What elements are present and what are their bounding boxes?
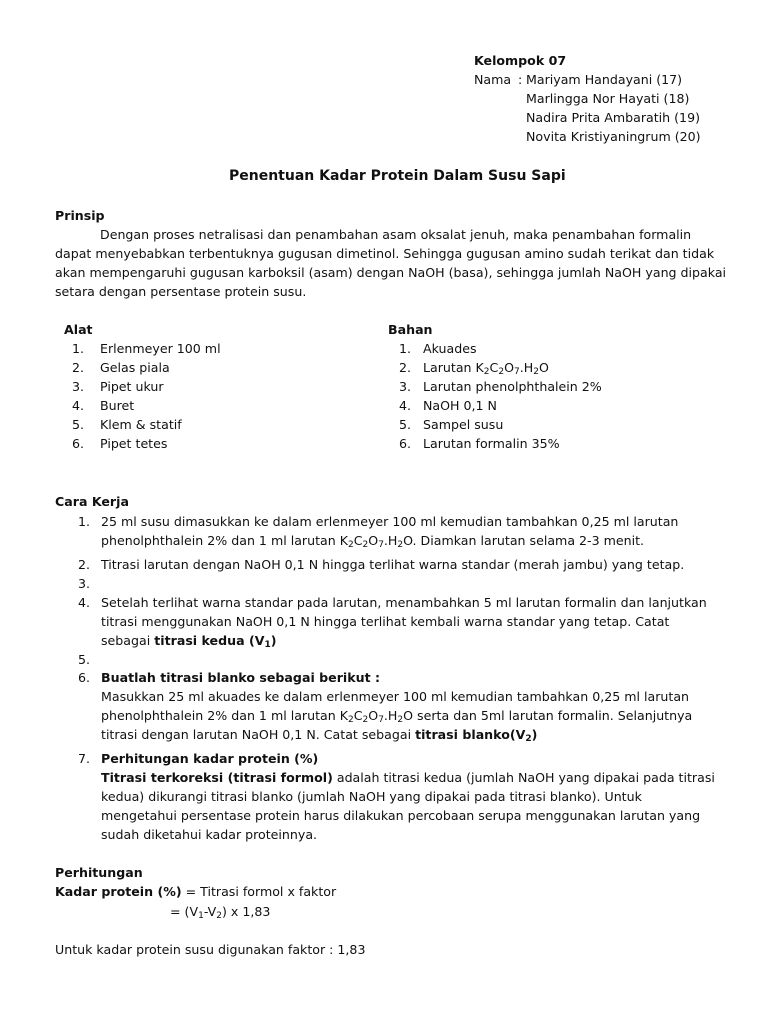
bahan-num-4: 4. — [399, 398, 412, 413]
step-6-line-2: phenolphthalein 2% dan 1 ml larutan $K_2C_2O_7.H_2O$ serta dan 5ml larutan formalin. Selanjutnya — [101, 708, 693, 725]
step-2-text: Titrasi larutan dengan NaOH 0,1 N hingga terlihat warna standar (merah jambu) yang tetap. — [101, 557, 685, 572]
step-4-line-3: sebagai titrasi kedua $(V_1)$ — [101, 633, 277, 650]
prinsip-line-2: dapat menyebabkan terbentuknya gugusan dimetinol. Sehingga gugusan amino sudah terikat dan tidak — [55, 246, 715, 261]
step-1-line-2: phenolphthalein 2% dan 1 ml larutan $K_2C_2O_7.H_2O$. Diamkan larutan selama 2-3 menit. — [101, 533, 645, 550]
step-number-6: 6. — [78, 670, 91, 685]
bahan-item-3: Larutan phenolphthalein 2% — [423, 379, 602, 394]
factor-note: Untuk kadar protein susu digunakan faktor : 1,83 — [55, 942, 366, 957]
step-6-heading: Buatlah titrasi blanko sebagai berikut : — [101, 670, 381, 685]
bahan-num-1: 1. — [399, 341, 412, 356]
name-label: Nama — [474, 72, 512, 87]
step-7-line-2: kedua) dikurangi titrasi blanko (jumlah NaOH yang dipakai pada titrasi blanko). Untuk — [101, 789, 642, 804]
alat-num-5: 5. — [72, 417, 85, 432]
alat-item-6: Pipet tetes — [100, 436, 168, 451]
perhitungan-heading: Perhitungan — [55, 865, 143, 880]
step-number-4: 4. — [78, 595, 91, 610]
bahan-num-6: 6. — [399, 436, 412, 451]
name-separator: : — [518, 72, 523, 87]
alat-item-2: Gelas piala — [100, 360, 170, 375]
prinsip-line-1: Dengan proses netralisasi dan penambahan asam oksalat jenuh, maka penambahan formalin — [100, 227, 692, 242]
alat-heading: Alat — [64, 322, 93, 337]
alat-item-1: Erlenmeyer 100 ml — [100, 341, 221, 356]
member-2: Marlingga Nor Hayati (18) — [526, 91, 690, 106]
bahan-heading: Bahan — [388, 322, 433, 337]
formula-line-2: = $(V_1-V_2)$ x 1,83 — [170, 904, 271, 921]
alat-num-2: 2. — [72, 360, 85, 375]
step-4-line-1: Setelah terlihat warna standar pada larutan, menambahkan 5 ml larutan formalin dan lanjutkan — [101, 595, 707, 610]
member-1: Mariyam Handayani (17) — [526, 72, 683, 87]
alat-item-3: Pipet ukur — [100, 379, 164, 394]
alat-num-6: 6. — [72, 436, 85, 451]
alat-num-3: 3. — [72, 379, 85, 394]
step-1-line-1: 25 ml susu dimasukkan ke dalam erlenmeyer 100 ml kemudian tambahkan 0,25 ml larutan — [101, 514, 679, 529]
alat-num-4: 4. — [72, 398, 85, 413]
member-4: Novita Kristiyaningrum (20) — [526, 129, 701, 144]
bahan-num-5: 5. — [399, 417, 412, 432]
step-7-line-1: Titrasi terkoreksi (titrasi formol) adalah titrasi kedua (jumlah NaOH yang dipakai pada titrasi — [101, 770, 715, 785]
step-7-line-4: sudah diketahui kadar proteinnya. — [101, 827, 318, 842]
step-6-line-1: Masukkan 25 ml akuades ke dalam erlenmeyer 100 ml kemudian tambahkan 0,25 ml larutan — [101, 689, 690, 704]
prinsip-line-3: akan mempengaruhi gugusan karboksil (asam) dengan NaOH (basa), sehingga jumlah NaOH yang dipakai — [55, 265, 727, 280]
bahan-item-5: Sampel susu — [423, 417, 504, 432]
cara-kerja-heading: Cara Kerja — [55, 494, 129, 509]
step-number-1: 1. — [78, 514, 91, 529]
step-6-line-3: titrasi dengan larutan NaOH 0,1 N. Catat sebagai titrasi $blanko(V_2)$ — [101, 727, 538, 744]
group-label: Kelompok 07 — [474, 53, 567, 68]
bahan-item-4: NaOH 0,1 N — [423, 398, 497, 413]
prinsip-heading: Prinsip — [55, 208, 105, 223]
bahan-item-2: Larutan $K_2C_2O_7.H_2O$ — [423, 360, 549, 377]
bahan-item-1: Akuades — [423, 341, 477, 356]
prinsip-line-4: setara dengan persentase protein susu. — [55, 284, 307, 299]
document-title: Penentuan Kadar Protein Dalam Susu Sapi — [229, 168, 566, 184]
step-number-2: 2. — [78, 557, 91, 572]
step-4-line-2: titrasi menggunakan NaOH 0,1 N hingga terlihat kembali warna standar yang tetap. Catat — [101, 614, 670, 629]
step-7-line-3: mengetahui persentase protein harus dilakukan percobaan serupa menggunakan larutan yang — [101, 808, 701, 823]
bahan-num-2: 2. — [399, 360, 412, 375]
alat-item-5: Klem & statif — [100, 417, 182, 432]
formula-line-1: Kadar protein (%) = Titrasi formol x faktor — [55, 884, 337, 899]
step-number-5: 5. — [78, 652, 91, 667]
bahan-item-6: Larutan formalin 35% — [423, 436, 560, 451]
member-3: Nadira Prita Ambaratih (19) — [526, 110, 701, 125]
step-7-heading: Perhitungan kadar protein (%) — [101, 751, 319, 766]
alat-num-1: 1. — [72, 341, 85, 356]
alat-item-4: Buret — [100, 398, 135, 413]
step-number-7: 7. — [78, 751, 91, 766]
bahan-num-3: 3. — [399, 379, 412, 394]
step-number-3: 3. — [78, 576, 91, 591]
